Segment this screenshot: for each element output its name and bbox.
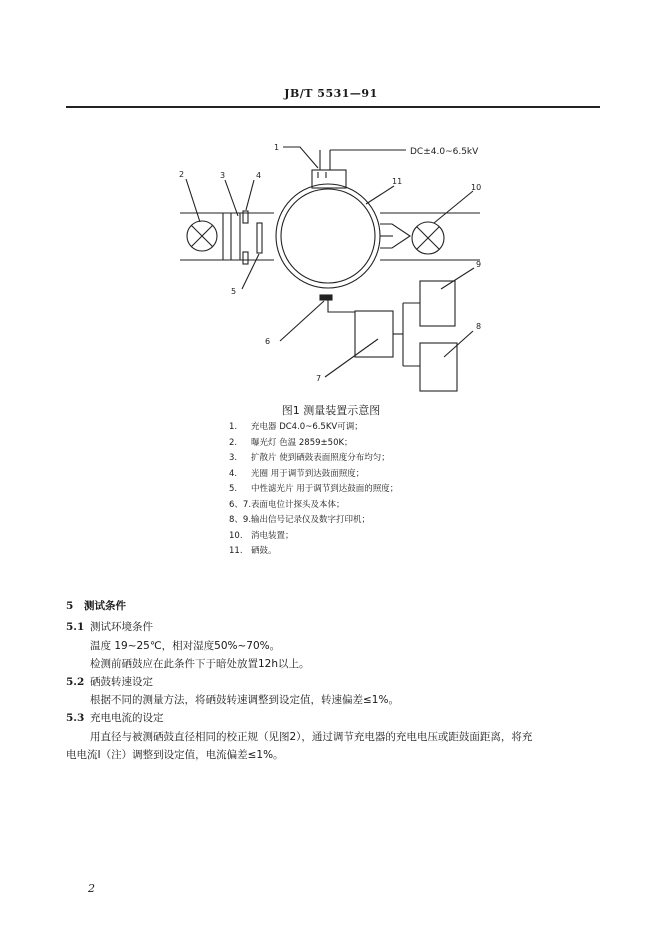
voltage-label: DC±4.0~6.5kV	[410, 147, 479, 157]
aperture-4-lower	[243, 252, 248, 264]
potential-probe-6	[320, 295, 332, 300]
leader-1	[283, 147, 318, 168]
probe-cable	[328, 300, 355, 312]
callout-6: 6	[265, 337, 271, 346]
callout-2: 2	[179, 170, 185, 179]
callout-8: 8	[476, 322, 482, 331]
section-5-1-line-2: 检测前硒鼓应在此条件下于暗处放置12h以上。	[90, 658, 310, 670]
legend-item: 3. 扩散片 使到硒鼓表面照度分布均匀；	[229, 453, 390, 463]
leader-4	[246, 180, 254, 210]
callout-5: 5	[231, 287, 237, 296]
selenium-drum-inner	[281, 189, 375, 283]
legend-item: 10. 消电装置；	[229, 530, 294, 541]
callout-4: 4	[256, 171, 262, 180]
figure-legend	[229, 420, 398, 560]
legend-item: 2. 曝光灯 色温 2859±50K；	[229, 437, 353, 448]
legend-item: 11. 硒鼓。	[229, 546, 277, 556]
leader-10	[434, 191, 473, 223]
legend-item: 1. 充电器 DC4.0~6.5KV可调；	[229, 422, 363, 432]
legend-item: 8、9.输出信号记录仪及数字打印机；	[229, 515, 371, 525]
callout-11: 11	[392, 177, 403, 186]
leader-11	[366, 186, 394, 204]
neutral-filter-5	[257, 223, 262, 253]
leader-3	[225, 180, 238, 216]
leader-2	[186, 179, 200, 222]
section-5-heading: 5 测试条件	[66, 600, 126, 612]
figure-caption: 图1 测量装置示意图	[281, 404, 381, 417]
section-5-1-heading: 5.1 测试环境条件	[66, 621, 153, 633]
section-5-2-heading: 5.2 硒鼓转速设定	[66, 676, 153, 688]
page-number: 2	[88, 882, 95, 895]
section-5-2-line-1: 根据不同的测量方法，将硒鼓转速调整到设定值，转速偏差≤1%。	[90, 694, 399, 706]
selenium-drum-outer	[276, 184, 380, 288]
section-5-1-line-1: 温度 19~25℃，相对湿度50%~70%。	[90, 640, 281, 652]
callout-9: 9	[476, 260, 482, 269]
callout-7: 7	[316, 374, 322, 383]
meter-body-7	[355, 311, 393, 357]
standard-code-header: JB/T 5531—91	[284, 87, 378, 100]
leader-9	[441, 268, 474, 289]
callout-1: 1	[274, 143, 280, 152]
leader-7	[325, 339, 378, 377]
legend-item: 5. 中性滤光片 用于调节到达鼓面的照度；	[229, 484, 399, 494]
leader-6	[280, 301, 324, 341]
leader-8	[444, 331, 473, 357]
measurement-setup-diagram	[0, 0, 662, 400]
callout-3: 3	[220, 171, 226, 180]
legend-item: 6、7.表面电位计探头及本体；	[229, 499, 345, 510]
section-5-3-line-2: 电电流I（注）调整到设定值，电流偏差≤1%。	[66, 749, 284, 761]
section-5-3-heading: 5.3 充电电流的设定	[66, 712, 164, 724]
section-5-3-line-1: 用直径与被测硒鼓直径相同的校正规（见图2），通过调节充电器的充电电压或距鼓面距离，将充	[90, 731, 533, 743]
digital-printer-9	[420, 281, 455, 326]
leader-5	[242, 254, 259, 289]
callout-10: 10	[471, 183, 482, 192]
legend-item: 4. 光圈 用于调节到达鼓面照度；	[229, 468, 365, 479]
